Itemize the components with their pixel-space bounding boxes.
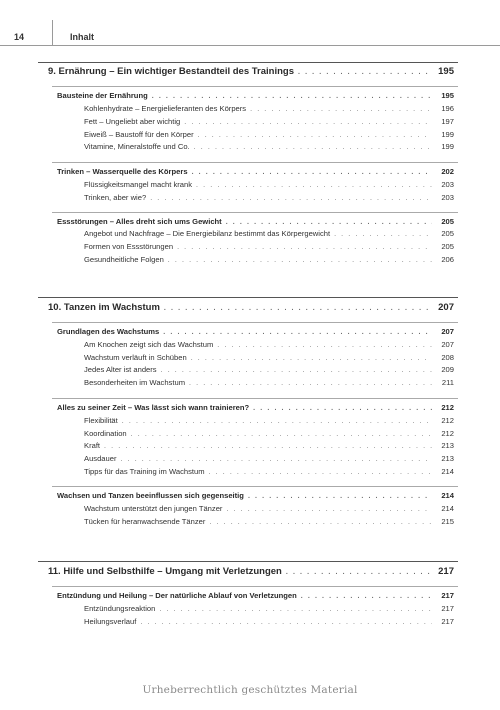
toc-entry: Formen von Essstörungen . . . 205: [84, 242, 454, 257]
running-head: Inhalt: [70, 32, 94, 42]
section-divider: [52, 486, 458, 487]
toc-entry: Eiweiß – Baustoff für den Körper . . . 199: [84, 130, 454, 145]
toc-entry: Entzündungsreaktion . . . 217: [84, 604, 454, 619]
section-divider: [52, 586, 458, 587]
section-divider: [52, 212, 458, 213]
section-divider: [52, 162, 458, 163]
toc-entry: Wachstum unterstützt den jungen Tänzer . . . 214: [84, 504, 454, 519]
toc-entry: Tücken für heranwachsende Tänzer . . . 215: [84, 517, 454, 532]
page-header: [0, 0, 500, 46]
toc-entry: Heilungsverlauf . . . 217: [84, 617, 454, 632]
toc-section: Essstörungen – Alles dreht sich ums Gewicht . . . 205: [57, 217, 454, 232]
toc-chapter: 11. Hilfe und Selbsthilfe – Umgang mit Verletzungen . . . 217: [48, 566, 454, 581]
chapter-divider: [38, 561, 458, 562]
toc-entry: Trinken, aber wie? . . . 203: [84, 193, 454, 208]
section-divider: [52, 398, 458, 399]
toc-chapter: 9. Ernährung – Ein wichtiger Bestandteil des Trainings . . . 195: [48, 66, 454, 81]
toc-entry: Flexibilität . . . 212: [84, 416, 454, 431]
toc-entry: Koordination . . . 212: [84, 429, 454, 444]
section-divider: [52, 322, 458, 323]
header-vertical-rule: [52, 20, 53, 46]
toc-section: Bausteine der Ernährung . . . 195: [57, 91, 454, 106]
toc-section: Trinken – Wasserquelle des Körpers . . . 202: [57, 167, 454, 182]
toc-section: Grundlagen des Wachstums . . . 207: [57, 327, 454, 342]
watermark: Urheberrechtlich geschütztes Material: [142, 684, 358, 696]
toc-entry: Kraft . . . 213: [84, 441, 454, 456]
toc-entry: Vitamine, Mineralstoffe und Co. . . . 199: [84, 142, 454, 157]
page-number: 14: [14, 32, 25, 42]
toc-entry: Jedes Alter ist anders . . . 209: [84, 365, 454, 380]
toc-entry: Wachstum verläuft in Schüben . . . 208: [84, 353, 454, 368]
toc-entry: Flüssigkeitsmangel macht krank . . . 203: [84, 180, 454, 195]
toc-chapter: 10. Tanzen im Wachstum . . . 207: [48, 302, 454, 317]
header-horizontal-rule: [0, 45, 500, 46]
toc-entry: Besonderheiten im Wachstum . . . 211: [84, 378, 454, 393]
section-divider: [52, 86, 458, 87]
chapter-divider: [38, 62, 458, 63]
toc-entry: Fett – Ungeliebt aber wichtig . . . 197: [84, 117, 454, 132]
toc-entry: Ausdauer . . . 213: [84, 454, 454, 469]
chapter-divider: [38, 297, 458, 298]
toc-entry: Tipps für das Training im Wachstum . . . 214: [84, 467, 454, 482]
toc-section: Entzündung und Heilung – Der natürliche Ablauf von Verletzungen . . . 217: [57, 591, 454, 606]
toc-entry: Am Knochen zeigt sich das Wachstum . . . 207: [84, 340, 454, 355]
toc-entry: Kohlenhydrate – Energielieferanten des Körpers . . . 196: [84, 104, 454, 119]
toc-section: Wachsen und Tanzen beeinflussen sich gegenseitig . . . 214: [57, 491, 454, 506]
toc-entry: Gesundheitliche Folgen . . . 206: [84, 255, 454, 270]
toc-section: Alles zu seiner Zeit – Was lässt sich wann trainieren? . . . 212: [57, 403, 454, 418]
toc-entry: Angebot und Nachfrage – Die Energiebilanz bestimmt das Körpergewicht . . . 205: [84, 229, 454, 244]
